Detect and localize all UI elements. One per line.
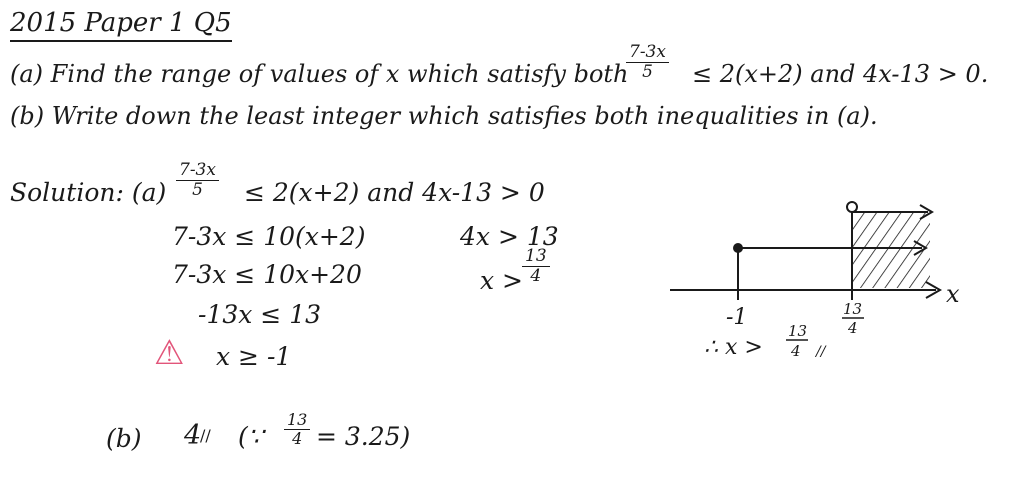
solution-step-4: x ≥ -1 [216, 342, 292, 371]
solution-b-answer: 4 [184, 420, 202, 451]
axis-label: x [946, 280, 960, 308]
solution-b-note-denominator: 4 [292, 429, 303, 448]
solution-b-note-open: (∵ [238, 422, 264, 451]
conclusion-text: ∴ x > [704, 335, 763, 360]
conclusion-numerator: 13 [788, 322, 808, 340]
tick-label-13-4-denominator: 4 [848, 319, 858, 337]
solution-b-label: (b) [106, 424, 142, 453]
conclusion-answer-mark-icon: // [816, 344, 826, 360]
solution-first-line: ≤ 2(x+2) and 4x-13 > 0 [244, 178, 545, 207]
open-dot-13-4 [847, 202, 857, 212]
solution-b-note-fraction [284, 412, 310, 447]
question-a-fraction [626, 44, 669, 81]
solution-right-step-2: x > [480, 266, 523, 295]
solution-right-fraction [522, 248, 550, 285]
question-a-fraction-denominator: 5 [642, 62, 653, 82]
solution-right-fraction-numerator: 13 [522, 248, 550, 267]
solution-step-3: -13x ≤ 13 [198, 300, 322, 329]
question-a-fraction-numerator: 7-3x [626, 44, 669, 63]
solution-fraction-numerator: 7-3x [176, 162, 219, 181]
answer-mark-icon: // [200, 426, 211, 445]
solution-label: Solution: (a) [10, 178, 167, 207]
solution-region [852, 212, 930, 288]
solution-fraction [176, 162, 219, 199]
number-line-diagram [660, 190, 980, 360]
solution-fraction-denominator: 5 [192, 180, 203, 200]
question-a-text: (a) Find the range of values of x which satisfy both [10, 60, 629, 88]
solution-b-note-close: = 3.25) [316, 422, 411, 451]
solution-step-2: 7-3x ≤ 10x+20 [172, 260, 362, 289]
tick-label-minus1: -1 [726, 305, 748, 330]
solution-right-step-1: 4x > 13 [460, 222, 559, 251]
page-title: 2015 Paper 1 Q5 [10, 8, 232, 38]
solution-b-note-numerator: 13 [284, 412, 310, 430]
title-underline [10, 40, 232, 42]
question-b-text: (b) Write down the least integer which satisfies both inequalities in (a). [10, 102, 878, 130]
conclusion-denominator: 4 [791, 342, 801, 360]
tick-label-13-4-numerator: 13 [843, 300, 863, 318]
solution-right-fraction-denominator: 4 [530, 266, 542, 286]
warning-icon: ⚠ [154, 333, 185, 373]
solution-step-1: 7-3x ≤ 10(x+2) [172, 222, 366, 251]
question-a-inequalities: ≤ 2(x+2) and 4x-13 > 0. [692, 60, 989, 88]
